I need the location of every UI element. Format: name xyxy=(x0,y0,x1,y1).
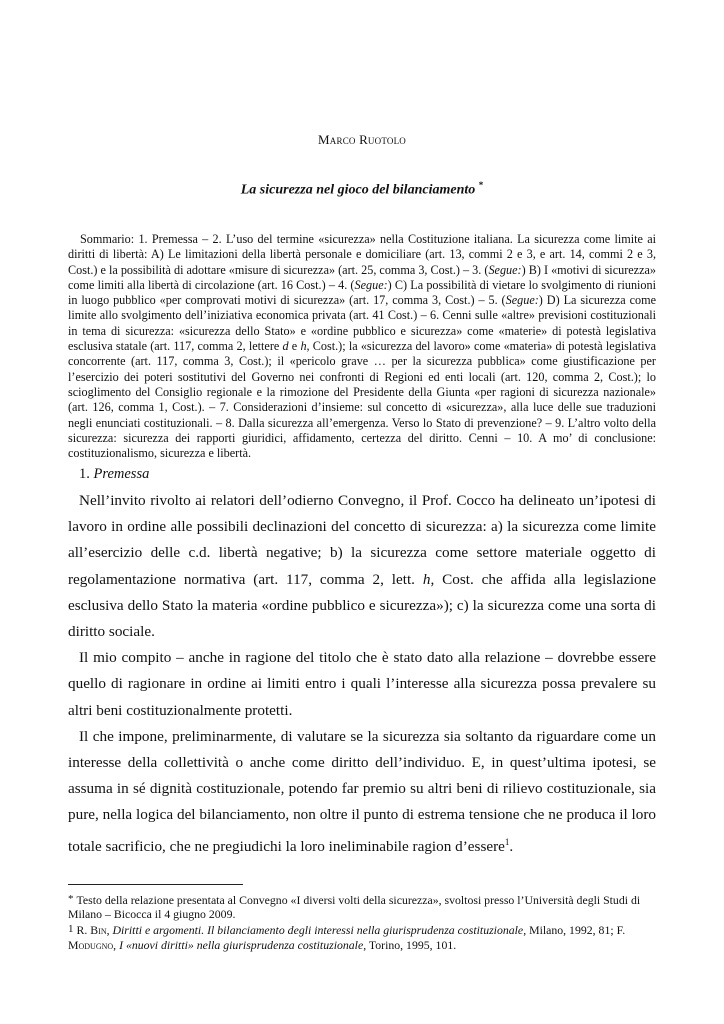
paragraph-text: Nell’invito rivolto ai relatori dell’odierno Convegno, il Prof. Cocco ha delineato un’ipotesi di lavoro in ordine alle possibili declinazioni del concetto di sicurezza: a) la sicurezza come limite all’esercizio delle c.d. libertà negative; b) la sicurezza come settore materiale oggetto di regolamentazione normativa (art. 117, comma 2, lett. xyxy=(68,492,656,588)
footnote-mark: * xyxy=(68,893,74,905)
summary-segue: Segue: xyxy=(354,277,388,292)
paragraph-text: , Cost. che affida alla legislazione esclusiva dello Stato la materia «ordine pubblico e sicurezza»); c) la sicurezza come una sorta di diritto sociale. xyxy=(68,570,656,641)
footnote-divider xyxy=(68,884,243,885)
author-first-name: Marco xyxy=(318,132,356,147)
body-text xyxy=(68,488,656,860)
summary-letter: d xyxy=(282,339,289,354)
paragraph xyxy=(68,645,656,724)
author-last-name: Ruotolo xyxy=(359,132,406,147)
footnote-1 xyxy=(68,922,656,951)
summary-segue: Segue: xyxy=(505,293,539,308)
cited-work: Diritti e argomenti. Il bilanciamento degli interessi nella giurisprudenza costituzionale xyxy=(112,923,524,938)
cited-author: Bin xyxy=(90,923,107,938)
author-name xyxy=(0,132,724,148)
paragraph-letter: h xyxy=(422,570,431,588)
footnote-text: Testo della relazione presentata al Convegno «I diversi volti della sicurezza», svoltosi presso l’Università degli Studi di Milano – Bicocca il 4 giugno 2009. xyxy=(68,893,641,922)
table-of-contents-summary xyxy=(68,232,656,461)
footnote-text: , Milano, 1992, 81; F. xyxy=(523,923,626,938)
footnote-reference[interactable]: 1 xyxy=(504,836,510,847)
footnote-text: , xyxy=(113,937,120,952)
paragraph-text: . xyxy=(509,837,514,855)
footnote-text: R. xyxy=(76,923,91,938)
footnote-text: , xyxy=(106,923,113,938)
section-heading xyxy=(79,466,149,483)
paragraph-text: Il mio compito – anche in ragione del titolo che è stato dato alla relazione – dovrebbe essere quello di ragionare in ordine ai limiti entro i quali l’interesse alla sicurezza possa prevalere su altri beni costituzionalmente protetti. xyxy=(68,649,656,719)
paper-title-text: La sicurezza nel gioco del bilanciamento xyxy=(240,182,476,198)
summary-text: ) D) La sicurezza come limite allo svolgimento dell’iniziativa economica privata (art. 41 Cost.) – 6. Cenni sulle «altre» previsioni costituzionali in tema di sicurezza: «sicurezza dello Stato» e «ordine pubblico e sicurezza» come «materie» di potestà legislativa esclusiva statale (art. 117, comma 2, lettere xyxy=(68,293,656,354)
paragraph xyxy=(68,488,656,645)
footnote-star xyxy=(68,892,656,921)
paper-title xyxy=(0,180,724,199)
summary-text: ) B) I «motivi di sicurezza» come limiti alla libertà di circolazione (art. 16 Cost.) – 4. ( xyxy=(68,262,656,292)
summary-text: e xyxy=(288,339,301,354)
footnote-text: , Torino, 1995, 101. xyxy=(363,937,457,952)
summary-text: ) C) La possibilità di vietare lo svolgimento di riunioni in luogo pubblico «per comprovati motivi di sicurezza» (art. 17, comma 3, Cost.) – 5. ( xyxy=(68,277,656,308)
paragraph-text: Il che impone, preliminarmente, di valutare se la sicurezza sia soltanto da riguardare come un interesse della collettività o anche come diritto dell’individuo. E, in quest’ultima ipotesi, se assuma in sé dignità costituzionale, potendo far premio su altri beni di rilievo costituzionale, sia pure, nella logica del bilanciamento, non oltre il punto di estrema tensione che ne produca il loro totale sacrificio, che ne pregiudichi la loro ineliminabile ragion d’essere xyxy=(68,727,656,855)
cited-author: Modugno xyxy=(68,937,114,952)
summary-letter: h xyxy=(300,339,307,354)
section-title: Premessa xyxy=(93,466,150,482)
cited-work: I «nuovi diritti» nella giurisprudenza costituzionale xyxy=(119,937,364,952)
title-footnote-mark[interactable]: * xyxy=(478,180,484,190)
footnotes xyxy=(68,892,656,953)
section-number: 1. xyxy=(79,466,90,482)
footnote-mark: 1 xyxy=(68,923,74,936)
summary-text: , Cost.); la «sicurezza del lavoro» come «materia» di potestà legislativa concorrente (art. 117, comma 3, Cost.); il «pericolo grave … per la sicurezza pubblica» come giustificazione per l’esercizio dei poteri sostitutivi del Governo nei confronti di Regioni ed enti locali (art. 120, comma 2, Cost.); lo scioglimento del Consiglio regionale e la rimozione del Presidente della Giunta «per ragioni di sicurezza nazionale» (art. 126, comma 1, Cost.). – 7. Considerazioni d’insieme: sul concetto di «sicurezza», alla luce delle sue traduzioni negli enunciati costituzionali. – 8. Dalla sicurezza all’emergenza. Verso lo Stato di prevenzione? – 9. L’altro volto della sicurezza: sicurezza dei rapporti giuridici, affidamento, certezza del diritto. Cenni – 10. A mo’ di conclusione: costituzionalismo, sicurezza e libertà. xyxy=(68,339,656,461)
summary-text: Sommario: 1. Premessa – 2. L’uso del termine «sicurezza» nella Costituzione italiana. La sicurezza come limite ai diritti di libertà: A) Le limitazioni della libertà personale e domiciliare (art. 13, commi 2 e 3, e art. 14, commi 2 e 3, Cost.) e la possibilità di adottare «misure di sicurezza» (art. 25, comma 3, Cost.) – 3. ( xyxy=(68,232,656,277)
paragraph xyxy=(68,724,656,860)
summary-segue: Segue: xyxy=(488,262,522,277)
